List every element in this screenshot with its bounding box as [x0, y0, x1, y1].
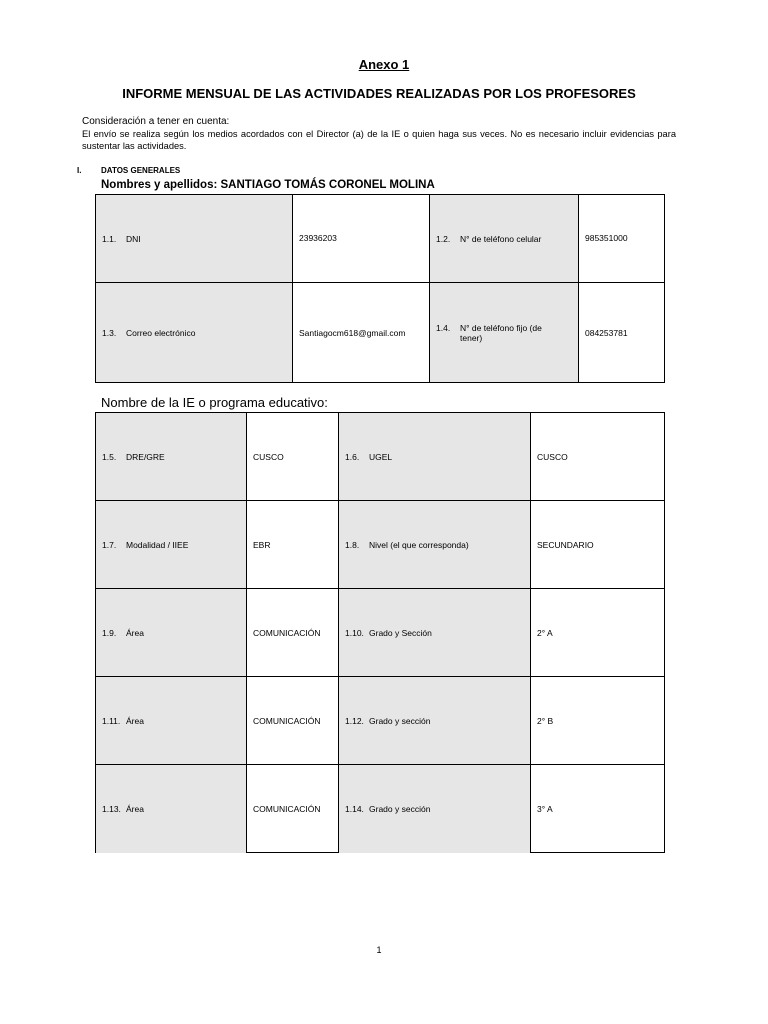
email-value: Santiagocm618@gmail.com: [293, 283, 430, 383]
landline-label: N° de teléfono fijo (de tener): [460, 322, 542, 343]
row-text-b: Grado y sección: [369, 803, 431, 814]
names-value: SANTIAGO TOMÁS CORONEL MOLINA: [220, 179, 435, 191]
email-label-cell: [96, 283, 293, 383]
email-num: 1.3.: [102, 327, 117, 338]
row-label-a: [96, 677, 247, 765]
row-text-a: Área: [126, 627, 144, 638]
row-num-b: 1.12.: [345, 715, 364, 726]
row-value-b: SECUNDARIO: [531, 501, 665, 589]
row-value-a: COMUNICACIÓN: [247, 765, 339, 853]
table-row: [96, 589, 665, 677]
row-text-b: Nivel (el que corresponda): [369, 539, 469, 550]
cell-phone-label: N° de teléfono celular: [460, 233, 542, 244]
row-text-b: Grado y Sección: [369, 627, 432, 638]
cell-phone-value: 985351000: [579, 195, 665, 283]
dni-label-cell: [96, 195, 293, 283]
row-value-a: COMUNICACIÓN: [247, 677, 339, 765]
row-num-a: 1.5.: [102, 451, 117, 462]
table-row: [96, 765, 665, 853]
row-text-a: DRE/GRE: [126, 451, 165, 462]
row-text-b: UGEL: [369, 451, 393, 462]
row-label-a: [96, 589, 247, 677]
page-number: 1: [376, 945, 382, 955]
cell-phone-label-cell: [430, 195, 579, 283]
row-num-b: 1.6.: [345, 451, 360, 462]
row-label-b: [339, 589, 531, 677]
row-text-a: Área: [126, 715, 144, 726]
email-label: Correo electrónico: [126, 327, 196, 338]
row-text-b: Grado y sección: [369, 715, 431, 726]
row-label-b: [339, 765, 531, 853]
row-value-b: 2° B: [531, 677, 665, 765]
row-num-a: 1.11.: [102, 715, 121, 726]
row-num-b: 1.8.: [345, 539, 360, 550]
names-label: Nombres y apellidos:: [101, 179, 218, 191]
names-line: [101, 179, 435, 191]
dni-value: 23936203: [293, 195, 430, 283]
landline-num: 1.4.: [436, 322, 451, 333]
table-row: [96, 413, 665, 501]
row-label-b: [339, 501, 531, 589]
row-label-a: [96, 765, 247, 853]
cell-phone-num: 1.2.: [436, 233, 451, 244]
landline-label-cell: [430, 283, 579, 383]
ie-label: Nombre de la IE o programa educativo:: [101, 395, 328, 410]
row-value-b: 3° A: [531, 765, 665, 853]
section-title: DATOS GENERALES: [101, 166, 181, 175]
ie-data-table: [95, 412, 665, 853]
row-value-b: 2° A: [531, 589, 665, 677]
row-text-a: Modalidad / IIEE: [126, 539, 189, 550]
table-row: [96, 501, 665, 589]
row-label-b: [339, 677, 531, 765]
row-value-b: CUSCO: [531, 413, 665, 501]
section-number: I.: [77, 166, 82, 175]
dni-num: 1.1.: [102, 233, 117, 244]
general-data-table: [95, 194, 665, 383]
row-label-a: [96, 501, 247, 589]
row-label-a: [96, 413, 247, 501]
row-value-a: CUSCO: [247, 413, 339, 501]
annex-heading: Anexo 1: [358, 57, 410, 72]
report-title: INFORME MENSUAL DE LAS ACTIVIDADES REALIZADAS POR LOS PROFESORES: [122, 86, 636, 101]
row-num-b: 1.14.: [345, 803, 364, 814]
row-label-b: [339, 413, 531, 501]
row-value-a: EBR: [247, 501, 339, 589]
row-value-a: COMUNICACIÓN: [247, 589, 339, 677]
consideration-text: El envío se realiza según los medios acordados con el Director (a) de la IE o quien haga sus veces. No es necesario incluir evidencias para sustentar las actividades.: [82, 129, 676, 151]
table-row: [96, 677, 665, 765]
row-num-a: 1.9.: [102, 627, 117, 638]
row-text-a: Área: [126, 803, 144, 814]
row-num-a: 1.7.: [102, 539, 117, 550]
consideration-label: Consideración a tener en cuenta:: [82, 116, 230, 127]
dni-label: DNI: [126, 233, 141, 244]
row-num-b: 1.10.: [345, 627, 364, 638]
landline-value: 084253781: [579, 283, 665, 383]
row-num-a: 1.13.: [102, 803, 121, 814]
